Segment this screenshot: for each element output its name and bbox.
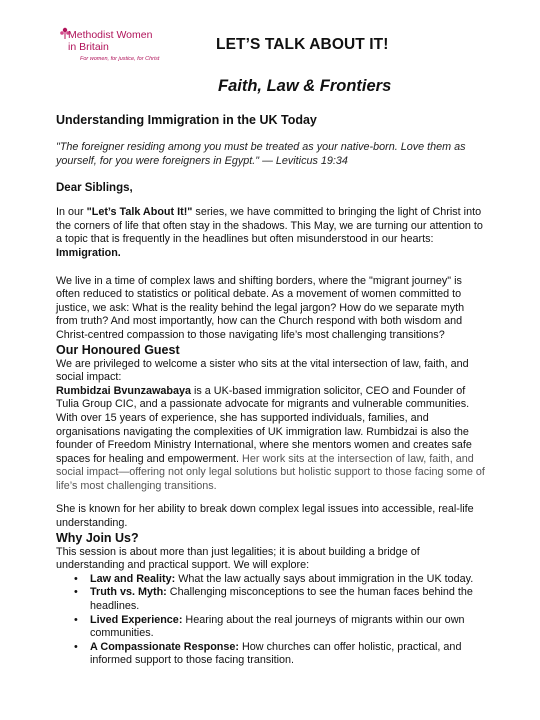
bullet-icon: • xyxy=(74,586,78,599)
item-title: Lived Experience: xyxy=(90,613,183,626)
intro-mid: series, we have committed to bringing the light of Christ into the corners of life that often stay in the shadows. This May, we are turning our attention to a topic that is frequently in the headlines but often misunderstood in our hearts: xyxy=(56,206,483,246)
bullet-icon: • xyxy=(74,613,78,626)
scripture-quote: "The foreigner residing among you must be treated as your native-born. Love them as yourself, for you were foreigners in Egypt." — Leviticus 19:34 xyxy=(56,141,466,167)
explore-list xyxy=(56,573,486,668)
series-name: "Let’s Talk About It!" xyxy=(86,206,193,219)
bullet-icon: • xyxy=(74,572,78,585)
logo xyxy=(58,26,188,66)
topic-name: Immigration. xyxy=(56,246,121,259)
why-intro: This session is about more than just legalities; it is about building a bridge of understanding and practical support. We will explore: xyxy=(56,545,420,572)
item-text: Challenging misconceptions to see the human faces behind the headlines. xyxy=(90,586,473,613)
guest-bio-extra: Her work sits at the intersection of law, faith, and social impact—offering not only legal solutions but holistic support to those facing some of life’s most challenging transitions. xyxy=(56,452,485,492)
guest-known: She is known for her ability to break down complex legal issues into accessible, real-life understanding. xyxy=(56,503,474,530)
item-text: What the law actually says about immigration in the UK today. xyxy=(175,572,474,585)
guest-bio xyxy=(56,385,486,494)
logo-name-line2: in Britain xyxy=(68,40,109,53)
why-heading: Why Join Us? xyxy=(56,530,139,545)
list-item xyxy=(74,613,486,641)
list-item xyxy=(74,572,486,587)
bullet-icon: • xyxy=(74,640,78,653)
item-title: Truth vs. Myth: xyxy=(90,586,167,599)
greeting: Dear Siblings, xyxy=(56,182,133,195)
item-title: Law and Reality: xyxy=(90,572,176,585)
logo-tagline: For women, for justice, for Christ xyxy=(80,56,160,62)
logo-name-line1: Methodist Women xyxy=(68,29,153,41)
intro-pre: In our xyxy=(56,206,87,219)
guest-name: Rumbidzai Bvunzawabaya xyxy=(56,384,191,397)
item-text: Hearing about the real journeys of migrants within our own communities. xyxy=(90,613,465,640)
list-item xyxy=(74,640,486,668)
item-text: How churches can offer holistic, practical, and informed support to those facing transition. xyxy=(90,640,462,667)
document-body xyxy=(56,110,486,668)
guest-heading: Our Honoured Guest xyxy=(56,342,180,357)
page-title: LET’S TALK ABOUT IT! xyxy=(216,36,389,53)
guest-intro: We are privileged to welcome a sister who sits at the vital intersection of law, faith, and social impact: xyxy=(56,357,469,384)
item-title: A Compassionate Response: xyxy=(90,640,239,653)
intro-paragraph xyxy=(56,206,486,260)
logo-name xyxy=(68,30,152,53)
context-paragraph: We live in a time of complex laws and shifting borders, where the "migrant journey" is often reduced to statistics or political debate. As a movement of women committed to justice, we ask: What is the reality behind the legal jargon? How do we separate myth from truth? And most importantly, how can the Church respond with both wisdom and Christ-centred compassion to those navigating life’s most challenging transitions? xyxy=(56,274,465,341)
page-subtitle: Faith, Law & Frontiers xyxy=(218,77,392,95)
list-item xyxy=(74,586,486,613)
guest-bio-text: is a UK-based immigration solicitor, CEO and Founder of Tulia Group CIC, and a passionate advocate for migrants and vulnerable communities. With over 15 years of experience, she has supported individuals, families, and organisations navigating the complexities of UK immigration law. Rumbidzai is also the founder of Freedom Ministry International, where she mentors women and creates safe spaces for healing and empowerment. xyxy=(56,384,472,465)
section-title: Understanding Immigration in the UK Today xyxy=(56,113,317,127)
